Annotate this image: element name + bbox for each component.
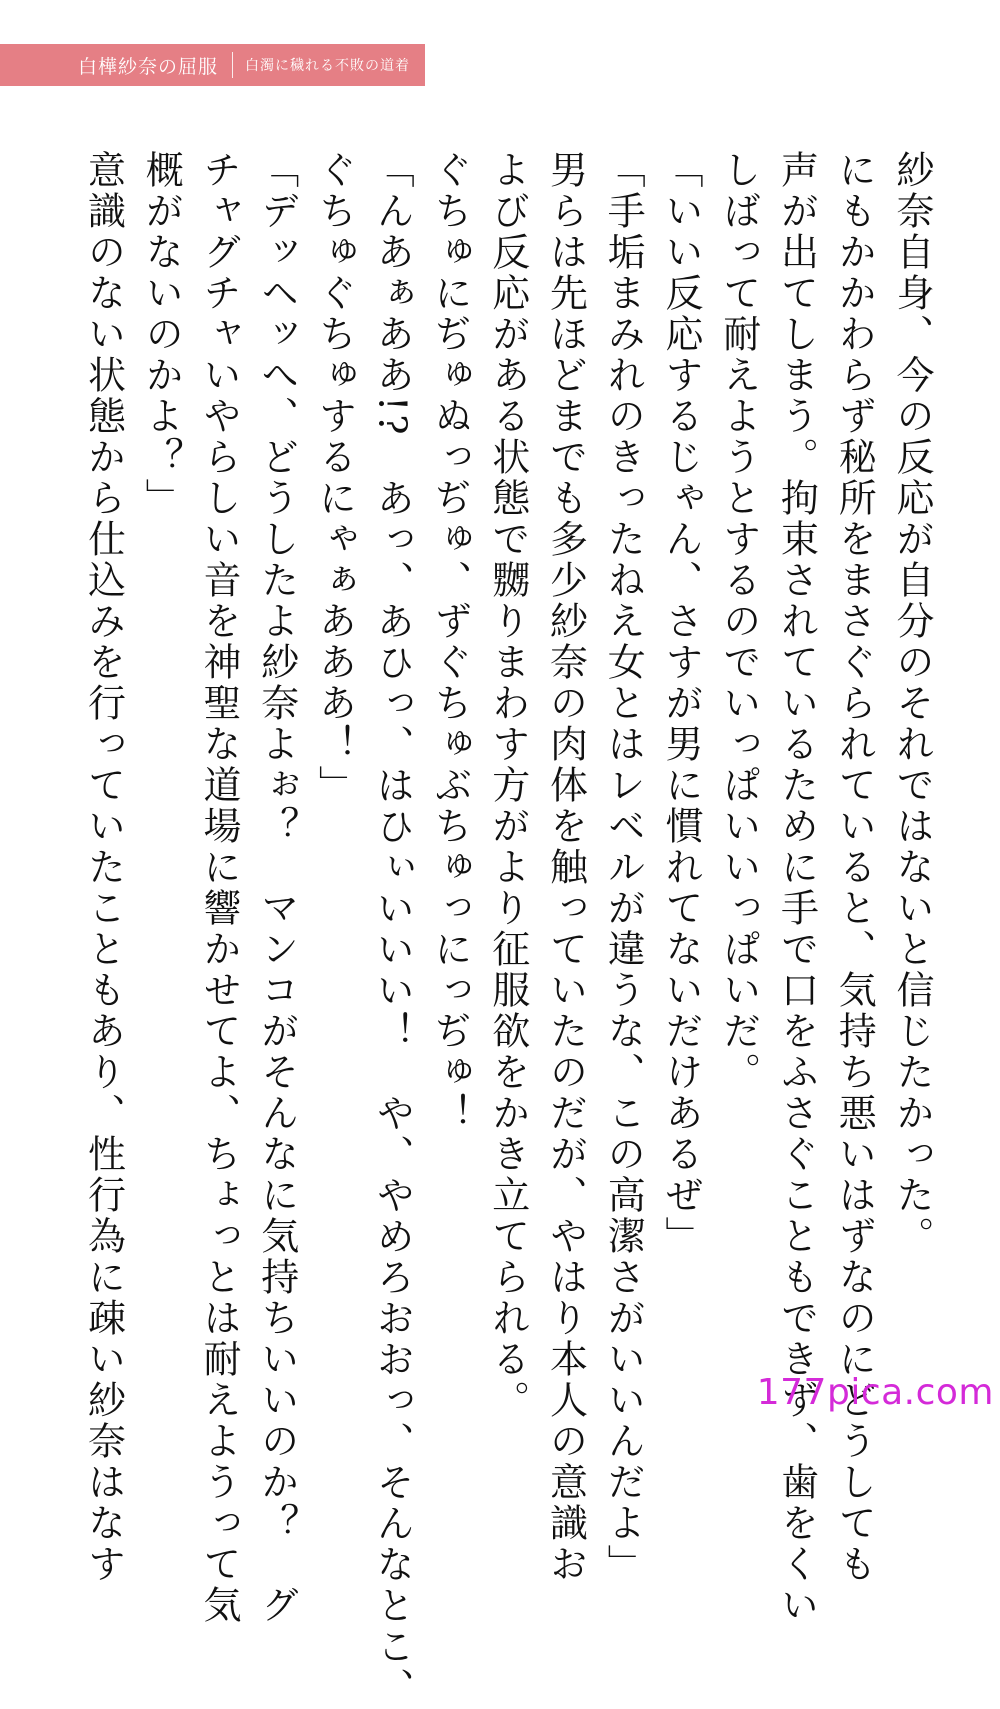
text-line: 声が出てしまう。拘束されているために手で口をふさぐこともできず、歯をくい (774, 150, 819, 1626)
text-line: にもかかわらず秘所をまさぐられていると、気持ち悪いはずなのにどうしても (832, 150, 877, 1585)
book-title: 白樺紗奈の屈服 (78, 55, 219, 78)
text-line: 概がないのかよ？」 (139, 150, 184, 519)
text-line: ぐちゅぐちゅするにゃぁあああ！」 (312, 150, 357, 806)
header-divider (232, 52, 233, 78)
text-line: 男らは先ほどまでも多少紗奈の肉体を触っていたのだが、やはり本人の意識お (543, 150, 588, 1585)
text-line: チャグチャいやらしい音を神聖な道場に響かせてよ、ちょっとは耐えようって気 (197, 150, 241, 1626)
running-header (0, 44, 425, 86)
text-line: 「いい反応するじゃん、さすが男に慣れてないだけあるぜ」 (659, 150, 703, 1257)
text-line: よび反応がある状態で嬲りまわす方がより征服欲をかき立てられる。 (485, 150, 530, 1421)
watermark: 177pica.com (756, 1372, 994, 1413)
text-line: しばって耐えようとするのでいっぱいいっぱいだ。 (716, 150, 761, 1093)
chapter-title: 白濁に穢れる不敗の道着 (245, 58, 411, 74)
text-line: 紗奈自身、今の反応が自分のそれではないと信じたかった。 (890, 150, 934, 1257)
text-line: 「デッヘッへ、どうしたよ紗奈よぉ？ マンコがそんなに気持ちいいのか？ グ (254, 150, 299, 1626)
text-line: 「手垢まみれのきったねえ女とはレベルが違うな、この高潔さがいいんだよ」 (601, 150, 646, 1585)
text-line: 意識のない状態から仕込みを行っていたこともあり、性行為に疎い紗奈はなす (81, 150, 126, 1585)
text-line: ぐちゅにぢゅぬっぢゅ、ずぐちゅぶちゅっにっぢゅ！ (428, 150, 472, 1134)
text-line: 「んあぁああ!? あっ、あひっ、はひぃいいい！ や、やめろおおっ、そんなとこ、 (370, 150, 415, 1709)
